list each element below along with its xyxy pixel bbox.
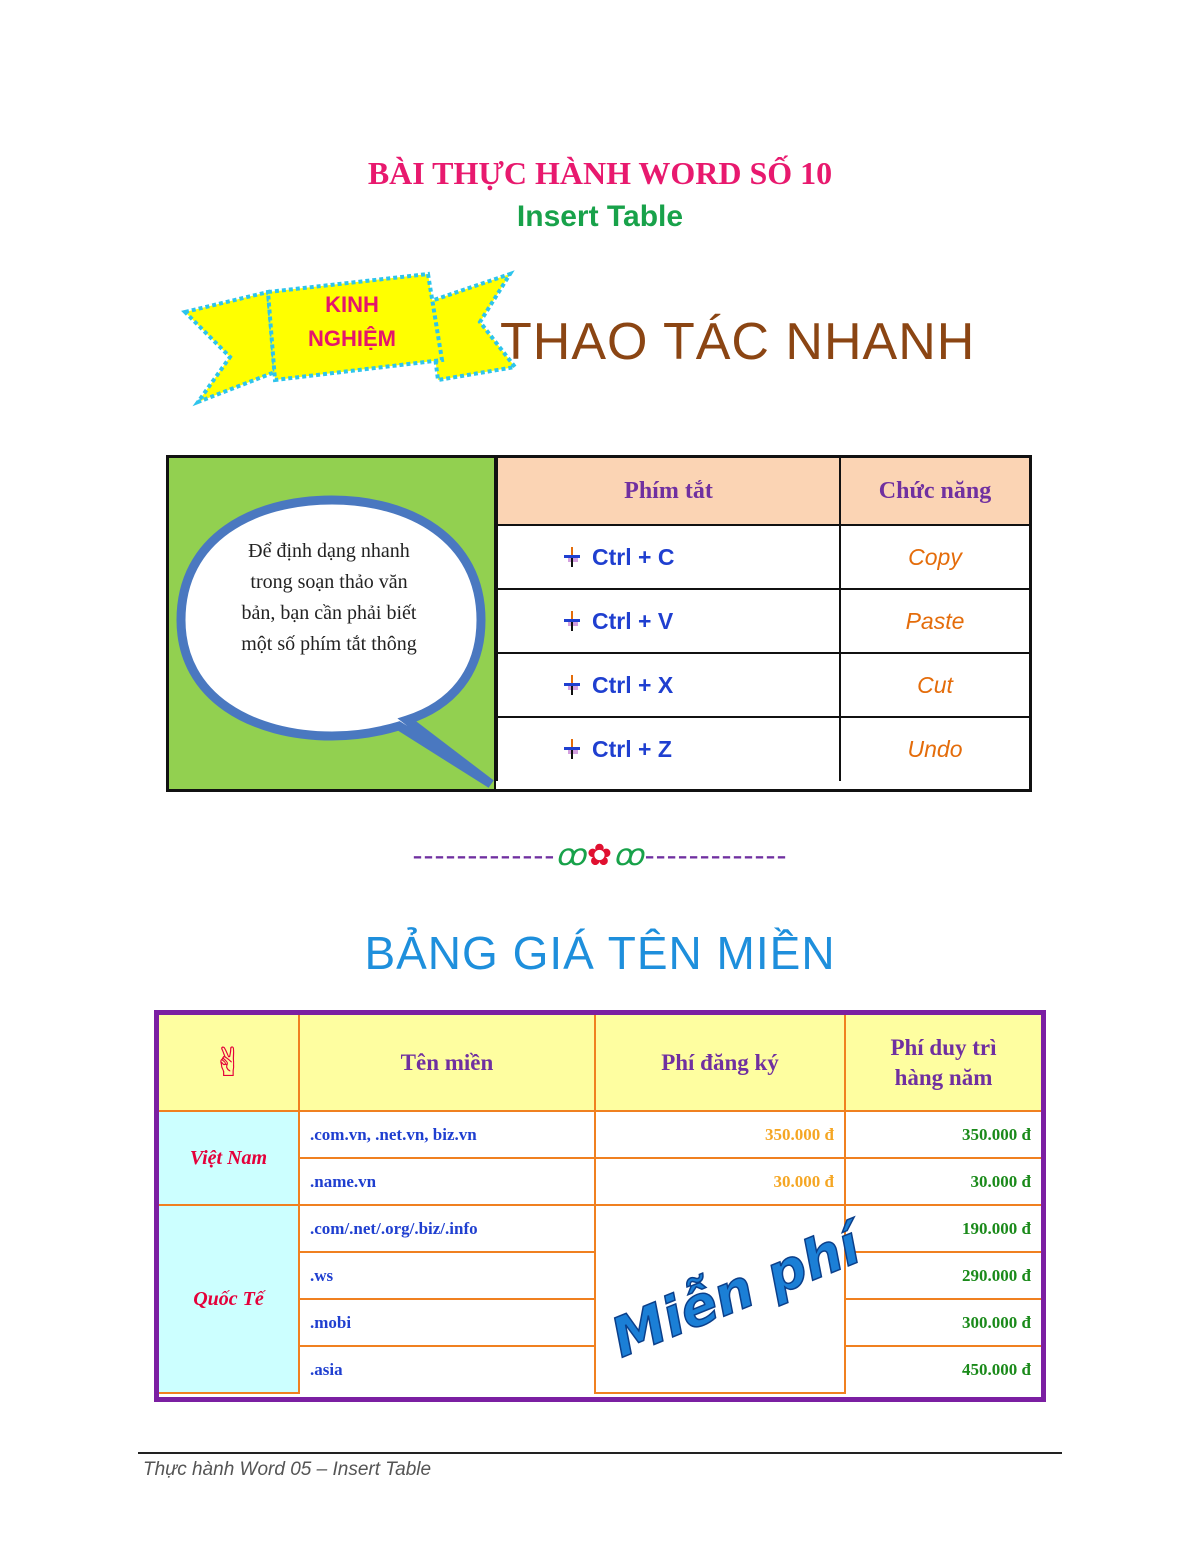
free-registration-cell xyxy=(595,1205,869,1393)
col-header-function: Chức năng xyxy=(840,458,1029,525)
table-header-row xyxy=(497,458,1029,525)
domain-name: .ws xyxy=(299,1252,595,1299)
bullet-icon xyxy=(562,738,582,758)
ornament-right-icon: ꝏ xyxy=(613,839,645,872)
pricing-table xyxy=(154,1010,1046,1402)
maintenance-fee: 350.000 đ xyxy=(845,1111,1041,1158)
divider-dashes-right: ------------- xyxy=(644,839,788,872)
pricing-grid xyxy=(159,1015,1041,1394)
free-label: Miễn phí xyxy=(602,1213,869,1370)
ornament-divider xyxy=(0,838,1200,873)
maintenance-fee: 300.000 đ xyxy=(845,1299,1041,1346)
table-row xyxy=(159,1205,1041,1252)
flower-icon: ✿ xyxy=(586,839,614,872)
shortcut-key-label: Ctrl + C xyxy=(592,543,675,570)
maintenance-fee: 190.000 đ xyxy=(845,1205,1041,1252)
registration-fee: 30.000 đ xyxy=(595,1158,845,1205)
shortcut-function: Paste xyxy=(840,589,1029,653)
region-international: Quốc Tế xyxy=(159,1205,299,1393)
bullet-icon xyxy=(562,610,582,630)
callout-text: Để định dạng nhanh trong soạn thảo văn bản, bạn cần phải biết một số phím tắt thông xyxy=(241,540,417,655)
shortcut-key xyxy=(497,653,840,717)
shortcut-key xyxy=(497,525,840,589)
col-header-shortcut: Phím tắt xyxy=(497,458,840,525)
domain-name: .com/.net/.org/.biz/.info xyxy=(299,1205,595,1252)
divider-dashes-left: ------------- xyxy=(412,839,556,872)
col-header-domain: Tên miền xyxy=(299,1015,595,1111)
bullet-icon xyxy=(562,546,582,566)
banner-label xyxy=(262,288,442,356)
shortcut-function: Cut xyxy=(840,653,1029,717)
table-row xyxy=(497,525,1029,589)
col-header-registration: Phí đăng ký xyxy=(595,1015,845,1111)
domain-name: .com.vn, .net.vn, biz.vn xyxy=(299,1111,595,1158)
table-row xyxy=(497,589,1029,653)
maintenance-fee: 30.000 đ xyxy=(845,1158,1041,1205)
registration-fee: 350.000 đ xyxy=(595,1111,845,1158)
page-subtitle: Insert Table xyxy=(516,200,684,233)
maintenance-fee: 450.000 đ xyxy=(845,1346,1041,1393)
shortcut-function: Undo xyxy=(840,717,1029,781)
table-header-row xyxy=(159,1015,1041,1111)
shortcut-key-label: Ctrl + V xyxy=(592,607,674,634)
footer-divider xyxy=(138,1452,1062,1454)
pricing-title: BẢNG GIÁ TÊN MIỀN xyxy=(364,927,836,979)
table-row xyxy=(159,1111,1041,1158)
section-heading: THAO TÁC NHANH xyxy=(500,313,976,371)
banner-line-1: KINH xyxy=(325,292,379,317)
domain-name: .mobi xyxy=(299,1299,595,1346)
table-row xyxy=(497,653,1029,717)
region-vietnam: Việt Nam xyxy=(159,1111,299,1205)
table-row xyxy=(497,717,1029,781)
bullet-icon xyxy=(562,674,582,694)
victory-hand-icon: ✌ xyxy=(159,1015,299,1111)
col-header-maintenance: Phí duy trì hàng năm xyxy=(845,1015,1041,1111)
domain-name: .name.vn xyxy=(299,1158,595,1205)
shortcut-table xyxy=(166,455,1032,792)
shortcut-key-label: Ctrl + X xyxy=(592,671,674,698)
shortcut-key xyxy=(497,717,840,781)
ornament-left-icon: ꝏ xyxy=(555,839,587,872)
shortcut-key xyxy=(497,589,840,653)
domain-name: .asia xyxy=(299,1346,595,1393)
callout-panel xyxy=(169,458,496,789)
page-footer: Thực hành Word 05 – Insert Table xyxy=(143,1459,432,1480)
shortcut-function: Copy xyxy=(840,525,1029,589)
page-title: BÀI THỰC HÀNH WORD SỐ 10 xyxy=(367,155,833,191)
shortcut-grid xyxy=(496,458,1029,781)
shortcut-key-label: Ctrl + Z xyxy=(592,736,672,762)
banner-line-2: NGHIỆM xyxy=(308,326,396,351)
maintenance-fee: 290.000 đ xyxy=(845,1252,1041,1299)
